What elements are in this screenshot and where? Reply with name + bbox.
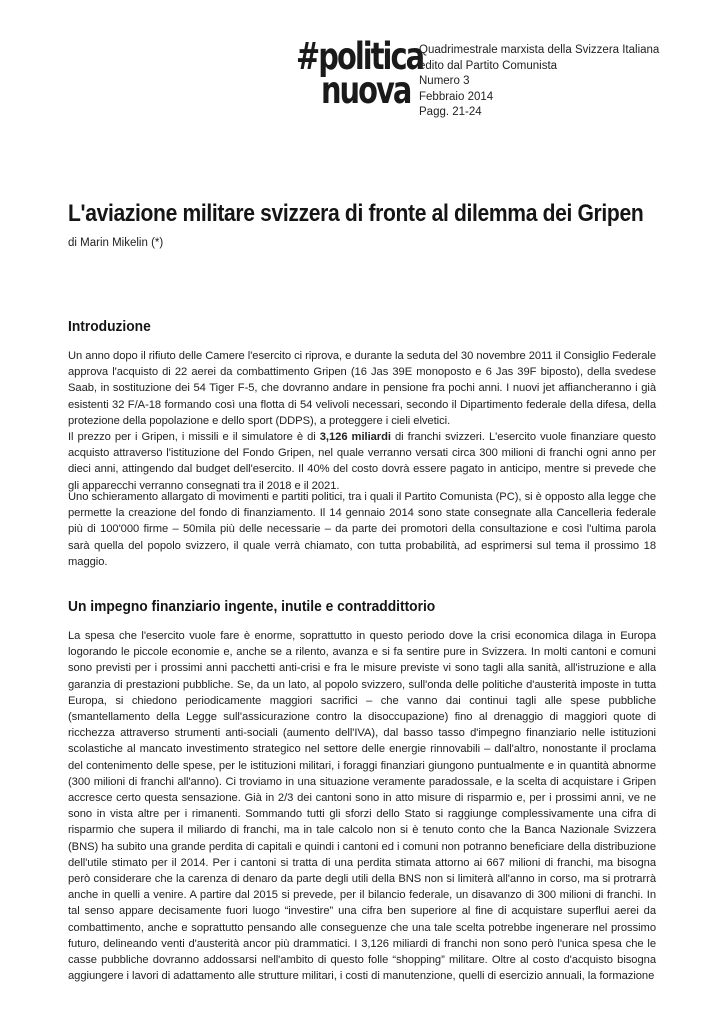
logo-line-1: #politica — [296, 35, 424, 78]
masthead-subtitle: Quadrimestrale marxista della Svizzera Italiana — [419, 44, 660, 56]
masthead-issue-number: Numero 3 — [419, 75, 470, 87]
intro-paragraph-3: Uno schieramento allargato di movimenti e partiti politici, tra i quali il Partito Comunista (PC), si è opposto alla legge che permette la creazione del fondo di finanziamento. Il 14 gennaio 2014 sono state consegnate alla Cancelleria federale più di 100'000 firme – 50mila più delle necessarie – da parte dei promotori della consultazione e così l'ultima parola sarà quella del popolo svizzero, il quale verrà chiamato, con tutta probabilità, ad esprimersi sul tema il prossimo 18 maggio. — [68, 491, 656, 568]
section-heading-impegno-finanziario: Un impegno finanziario ingente, inutile e contraddittorio — [68, 598, 436, 615]
publication-logo — [296, 35, 424, 112]
intro-paragraph-2: Il prezzo per i Gripen, i missili e il simulatore è di 3,126 miliardi di franchi svizzeri. L'esercito vuole finanziare questo acquisto attraverso l'istituzione del Fondo Gripen, nel quale verranno versati circa 300 milioni di franchi ogni anno per dieci anni, attingendo dal budget dell'esercito. Il 40% del costo dovrà essere pagato in anticipo, mentre si prevede che gli apparecchi verranno consegnati tra il 2018 e il 2021. — [68, 431, 656, 492]
section-heading-introduzione: Introduzione — [68, 318, 151, 335]
article-title: L'aviazione militare svizzera di fronte al dilemma dei Gripen — [68, 200, 644, 227]
masthead-pages: Pagg. 21-24 — [419, 106, 482, 118]
masthead-publisher: edito dal Partito Comunista — [419, 59, 558, 72]
masthead-info — [419, 43, 659, 121]
finance-paragraph-1: La spesa che l'esercito vuole fare è enorme, soprattutto in questo periodo dove la crisi economica dilaga in Europa logorando le piccole economie e, anche se a rilento, avanza e si fa sentire pure in Svizzera. In molti cantoni e comuni sono previsti per i prossimi anni pacchetti anti-crisi e fra le misure previste vi sono tagli alla sanità, all'istruzione e alla garanzia di prestazioni pubbliche. Se, da un lato, al popolo svizzero, sull'onda delle politiche d'austerità imposte in tutta Europa, si chiedono periodicamente maggiori sacrifici – che vanno dai continui tagli alle spese pubbliche (smantellamento della Legge sull'assicurazione contro la disoccupazione) fino al drenaggio di maggiori quote di ricchezza attraverso strumenti anti-sociali (aumento dell'IVA), dal basso tasso d'impegno finanziario nelle istituzioni scolastiche al mancato investimento strategico nel settore delle energie rinnovabili – dall'altro, nonostante il proclama del contenimento delle spese, per le istituzioni militari, i foraggi finanziari giungono puntualmente e in quantità abnorme (300 milioni di franchi all'anno). Ci troviamo in una situazione veramente paradossale, e la scelta di acquistare i Gripen accresce certo questa sensazione. Già in 2/3 dei cantoni sono in atto misure di risparmio e, per i prossimi anni, ve ne sono in vista altre per i rimanenti. Sommando tutti gli sforzi dello Stato si raggiunge complessivamente una cifra di risparmio che supera il miliardo di franchi, ma in tale calcolo non si è tenuto conto che la Banca Nazionale Svizzera (BNS) ha subito una grande perdita di capitali e quindi i cantoni ed i comuni non potranno beneficiare della distribuzione dell'utile stimato per il 2014. Per i cantoni si tratta di una perdita stimata attorno ai 667 milioni di franchi, ma bisogna però considerare che la carenza di denaro da parte degli utili della BNS non si limiterà all'anno in corso, ma si protrarrà anche in quelli a venire. A partire dal 2015 si prevede, per il bilancio federale, un disavanzo di 300 milioni di franchi. In tal senso appare decisamente fuori luogo “investire” una cifra ben superiore al fine di acquistare superflui aerei da combattimento, anche e soprattutto pensando alle conseguenze che una tale scelta potrebbe ingenerare nel prossimo futuro, delineando venti d'austerità ancor più drammatici. I 3,126 miliardi di franchi non sono però l'unica spesa che le casse pubbliche dovranno addossarsi nell'ambito di questo folle “shopping” militare. Oltre al costo d'acquisto bisogna aggiungere i lavori di adattamento alle strutture militari, i costi di manutenzione, quelli di esercizio annuali, la formazione — [68, 630, 656, 983]
logo-line-2: nuova — [320, 69, 411, 112]
article-byline: di Marin Mikelin (*) — [68, 237, 164, 249]
intro-paragraph-1: Un anno dopo il rifiuto delle Camere l'esercito ci riprova, e durante la seduta del 30 novembre 2011 il Consiglio Federale approva l'acquisto di 22 aerei da combattimento Gripen (16 Jas 39E monoposto e 6 Jas 39F biposto), della svedese Saab, in sostituzione dei 54 Tiger F-5, che dovranno andare in pensione fra pochi anni. I nuovi jet affiancheranno i già esistenti 32 F/A-18 formando così una flotta di 54 velivoli necessari, secondo il Dipartimento federale della difesa, della protezione della popolazione e dello sport (DDPS), a proteggere i cieli elvetici. — [68, 350, 656, 427]
masthead-date: Febbraio 2014 — [419, 90, 494, 103]
price-highlight: 3,126 miliardi — [319, 431, 391, 443]
